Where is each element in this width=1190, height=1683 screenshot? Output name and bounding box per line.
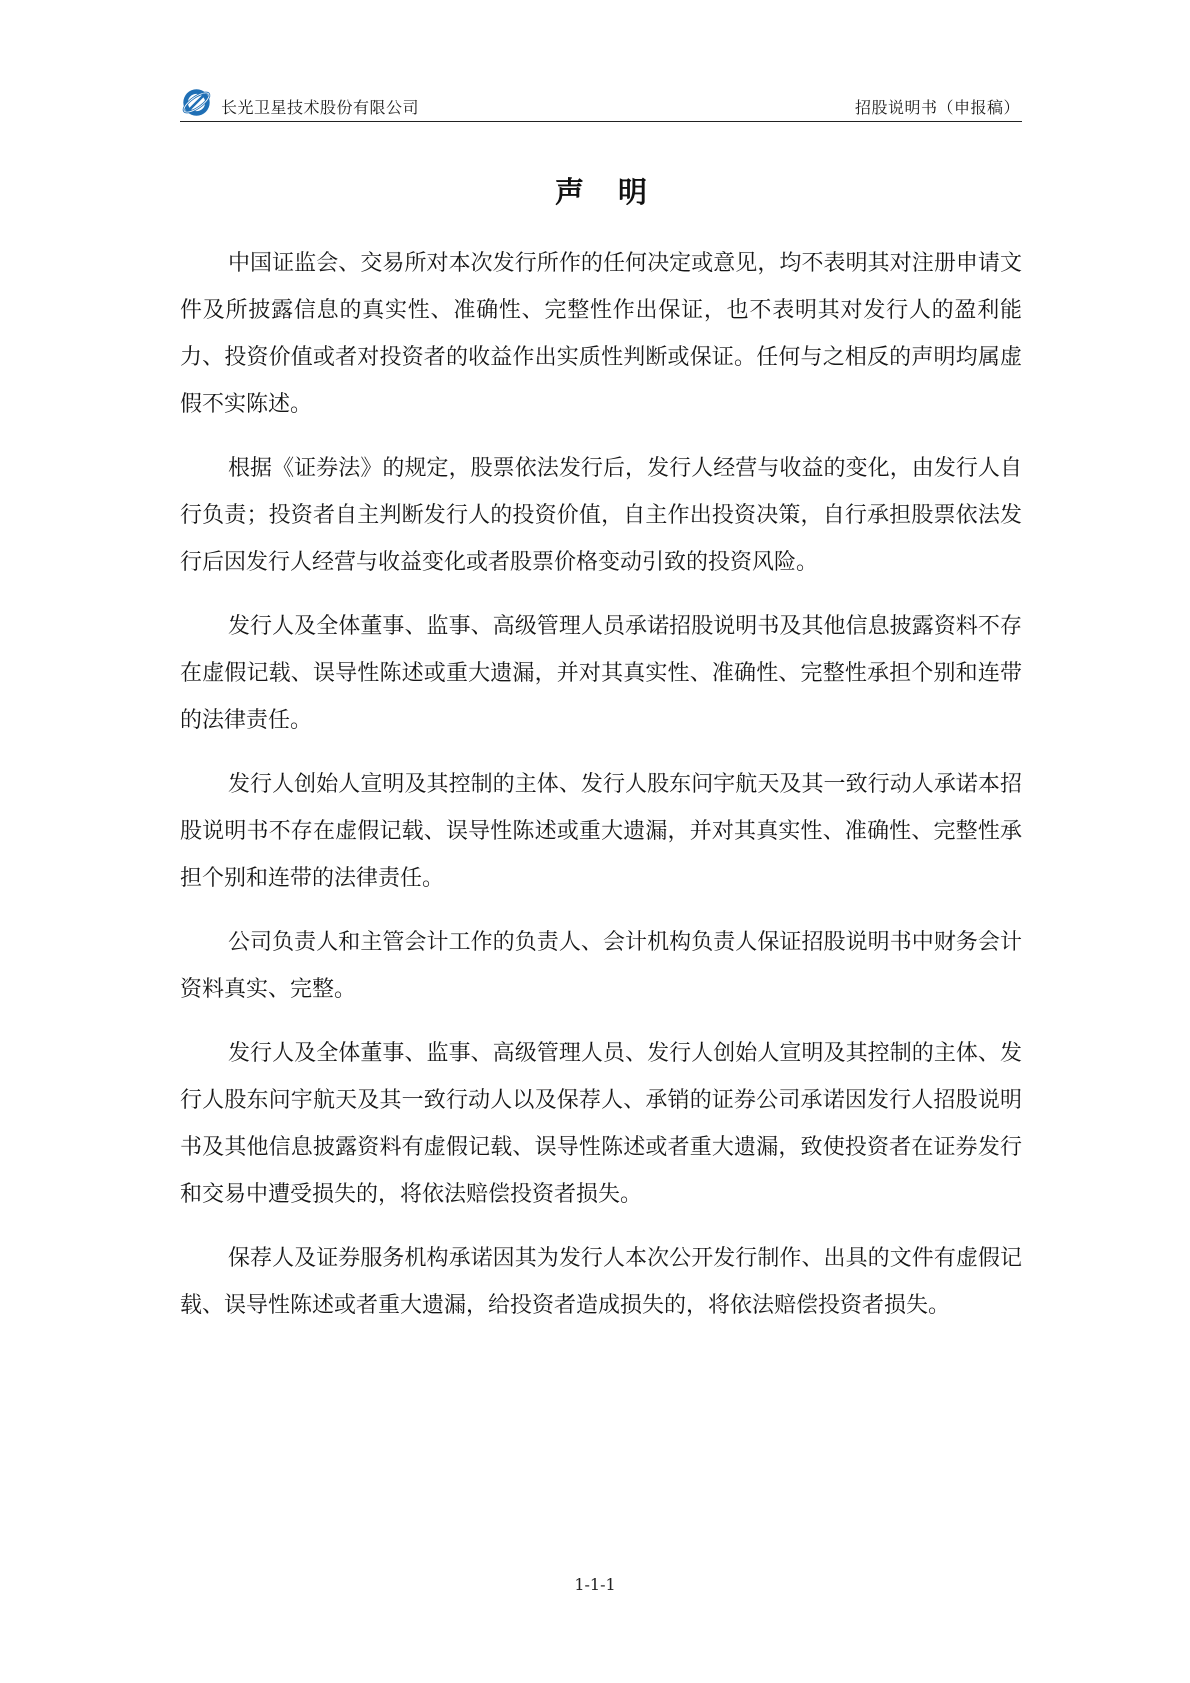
page-number: 1-1-1: [574, 1575, 616, 1594]
declaration-body: [180, 240, 1022, 1346]
page-title: 声明: [554, 175, 681, 209]
page-header: [180, 86, 1022, 120]
paragraph-5: 公司负责人和主管会计工作的负责人、会计机构负责人保证招股说明书中财务会计资料真实、完整。: [180, 930, 1022, 1002]
paragraph-3: 发行人及全体董事、监事、高级管理人员承诺招股说明书及其他信息披露资料不存在虚假记载、误导性陈述或重大遗漏，并对其真实性、准确性、完整性承担个别和连带的法律责任。: [180, 614, 1022, 733]
paragraph-2: 根据《证券法》的规定，股票依法发行后，发行人经营与收益的变化，由发行人自行负责；投资者自主判断发行人的投资价值，自主作出投资决策，自行承担股票依法发行后因发行人经营与收益变化或者股票价格变动引致的投资风险。: [180, 456, 1022, 575]
paragraph-6: 发行人及全体董事、监事、高级管理人员、发行人创始人宣明及其控制的主体、发行人股东问宇航天及其一致行动人以及保荐人、承销的证券公司承诺因发行人招股说明书及其他信息披露资料有虚假记载、误导性陈述或者重大遗漏，致使投资者在证券发行和交易中遭受损失的，将依法赔偿投资者损失。: [180, 1041, 1022, 1207]
paragraph-1: 中国证监会、交易所对本次发行所作的任何决定或意见，均不表明其对注册申请文件及所披露信息的真实性、准确性、完整性作出保证，也不表明其对发行人的盈利能力、投资价值或者对投资者的收益作出实质性判断或保证。任何与之相反的声明均属虚假不实陈述。: [180, 251, 1022, 417]
header-divider: [180, 121, 1022, 122]
document-type-label: 招股说明书（申报稿）: [854, 98, 1020, 117]
paragraph-4: 发行人创始人宣明及其控制的主体、发行人股东问宇航天及其一致行动人承诺本招股说明书不存在虚假记载、误导性陈述或重大遗漏，并对其真实性、准确性、完整性承担个别和连带的法律责任。: [180, 772, 1022, 891]
company-name: 长光卫星技术股份有限公司: [221, 98, 420, 117]
satellite-orbit-logo-icon: [180, 86, 213, 119]
paragraph-7: 保荐人及证券服务机构承诺因其为发行人本次公开发行制作、出具的文件有虚假记载、误导性陈述或者重大遗漏，给投资者造成损失的，将依法赔偿投资者损失。: [180, 1246, 1022, 1318]
